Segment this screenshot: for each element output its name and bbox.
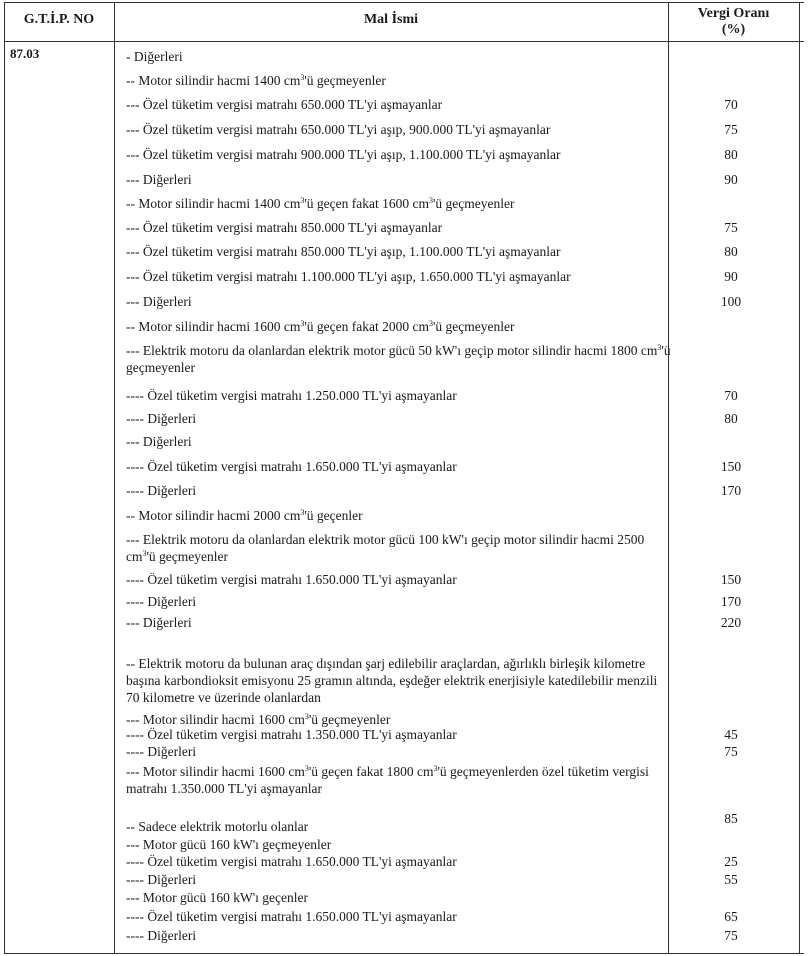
tariff-table bbox=[4, 0, 804, 956]
row-2-tax-rate: 70 bbox=[724, 97, 738, 112]
row-7-tax-rate: 75 bbox=[724, 220, 738, 235]
table-border-left bbox=[4, 2, 5, 954]
table-border-top bbox=[4, 2, 804, 3]
header-divider bbox=[4, 41, 804, 42]
column-divider-1 bbox=[114, 2, 115, 954]
row-29-description: --- Motor gücü 160 kW'ı geçmeyenler bbox=[126, 837, 332, 852]
row-14-tax-rate: 80 bbox=[724, 411, 738, 426]
row-33-description: ---- Özel tüketim vergisi matrahı 1.650.000 TL'yi aşmayanlar bbox=[126, 909, 457, 924]
row-28-description: -- Sadece elektrik motorlu olanlar bbox=[126, 819, 309, 834]
row-9-description: --- Özel tüketim vergisi matrahı 1.100.000 TL'yi aşıp, 1.650.000 TL'yi aşmayanlar bbox=[126, 269, 571, 284]
row-25-tax-rate: 45 bbox=[724, 727, 738, 742]
row-16-description: ---- Özel tüketim vergisi matrahı 1.650.000 TL'yi aşmayanlar bbox=[126, 459, 457, 474]
row-27-tax-rate: 85 bbox=[724, 811, 738, 826]
header-tax-rate bbox=[668, 6, 799, 38]
row-15-description: --- Diğerleri bbox=[126, 434, 192, 449]
row-5-description: --- Diğerleri bbox=[126, 172, 192, 187]
header-gtip: G.T.İ.P. NO bbox=[23, 12, 95, 27]
row-5-tax-rate: 90 bbox=[724, 172, 738, 187]
row-25-description: ---- Özel tüketim vergisi matrahı 1.350.000 TL'yi aşmayanlar bbox=[126, 727, 457, 742]
row-34-description: ---- Diğerleri bbox=[126, 928, 197, 943]
column-divider-2 bbox=[668, 2, 669, 954]
row-31-tax-rate: 55 bbox=[724, 872, 738, 887]
row-20-tax-rate: 150 bbox=[720, 572, 742, 587]
row-9-tax-rate: 90 bbox=[724, 269, 738, 284]
row-26-tax-rate: 75 bbox=[724, 744, 738, 759]
row-7-description: --- Özel tüketim vergisi matrahı 850.000 TL'yi aşmayanlar bbox=[126, 220, 443, 235]
row-16-tax-rate: 150 bbox=[720, 459, 742, 474]
row-6-description: -- Motor silindir hacmi 1400 $cm^3'ü$ geçen fakat 1600 $cm^3'ü$ geçmeyenler bbox=[126, 196, 515, 211]
row-3-description: --- Özel tüketim vergisi matrahı 650.000 TL'yi aşıp, 900.000 TL'yi aşmayanlar bbox=[126, 122, 551, 137]
table-border-bottom bbox=[4, 953, 804, 954]
row-27-description: --- Motor silindir hacmi 1600 $cm^3'ü$ geçen fakat 1800 $cm^3'ü$ geçmeyenlerden özel tüketim vergisi matrahı 1.350.000 TL'yi aşmayanlar bbox=[126, 764, 649, 796]
row-4-description: --- Özel tüketim vergisi matrahı 900.000 TL'yi aşıp, 1.100.000 TL'yi aşmayanlar bbox=[126, 147, 561, 162]
row-30-tax-rate: 25 bbox=[724, 854, 738, 869]
row-30-description: ---- Özel tüketim vergisi matrahı 1.650.000 TL'yi aşmayanlar bbox=[126, 854, 457, 869]
header-tax-rate-unit: (%) bbox=[721, 22, 746, 37]
row-2-description: --- Özel tüketim vergisi matrahı 650.000 TL'yi aşmayanlar bbox=[126, 97, 443, 112]
row-24-description: --- Motor silindir hacmi 1600 $cm^3'ü$ geçmeyenler bbox=[126, 712, 391, 727]
row-21-description: ---- Diğerleri bbox=[126, 594, 197, 609]
row-33-tax-rate: 65 bbox=[724, 909, 738, 924]
row-8-tax-rate: 80 bbox=[724, 244, 738, 259]
row-10-description: --- Diğerleri bbox=[126, 294, 192, 309]
row-22-tax-rate: 220 bbox=[720, 615, 742, 630]
row-34-tax-rate: 75 bbox=[724, 928, 738, 943]
row-21-tax-rate: 170 bbox=[720, 594, 742, 609]
header-tax-rate-label: Vergi Oranı bbox=[697, 6, 770, 21]
row-32-description: --- Motor gücü 160 kW'ı geçenler bbox=[126, 890, 308, 905]
row-19-description: --- Elektrik motoru da olanlardan elektrik motor gücü 100 kW'ı geçip motor silindir hacmi 2500 $cm^3'ü$ geçmeyenler bbox=[126, 532, 645, 564]
row-26-description: ---- Diğerleri bbox=[126, 744, 197, 759]
row-8-description: --- Özel tüketim vergisi matrahı 850.000 TL'yi aşıp, 1.100.000 TL'yi aşmayanlar bbox=[126, 244, 561, 259]
row-20-description: ---- Özel tüketim vergisi matrahı 1.650.000 TL'yi aşmayanlar bbox=[126, 572, 457, 587]
row-17-tax-rate: 170 bbox=[720, 483, 742, 498]
row-31-description: ---- Diğerleri bbox=[126, 872, 197, 887]
row-12-description: --- Elektrik motoru da olanlardan elektrik motor gücü 50 kW'ı geçip motor silindir hacmi 1800 $cm^3'ü$ geçmeyenler bbox=[126, 343, 671, 375]
gtip-code: 87.03 bbox=[10, 46, 40, 61]
table-border-right bbox=[799, 2, 800, 954]
row-11-description: -- Motor silindir hacmi 1600 $cm^3'ü$ geçen fakat 2000 $cm^3'ü$ geçmeyenler bbox=[126, 319, 515, 334]
row-1-description: -- Motor silindir hacmi 1400 $cm^3'ü$ geçmeyenler bbox=[126, 73, 386, 88]
row-3-tax-rate: 75 bbox=[724, 122, 738, 137]
row-23-description: -- Elektrik motoru da bulunan araç dışından şarj edilebilir araçlardan, ağırlıklı birleşik kilometre başına karbondioksit emisyonu 25 gramın altında, eşdeğer elektrik enerjisiyle katedilebilir menzili 70 kilometre ve üzerinde olanlardan bbox=[126, 656, 658, 705]
row-22-description: --- Diğerleri bbox=[126, 615, 192, 630]
row-10-tax-rate: 100 bbox=[720, 294, 742, 309]
row-4-tax-rate: 80 bbox=[724, 147, 738, 162]
row-13-tax-rate: 70 bbox=[724, 388, 738, 403]
row-13-description: ---- Özel tüketim vergisi matrahı 1.250.000 TL'yi aşmayanlar bbox=[126, 388, 457, 403]
row-14-description: ---- Diğerleri bbox=[126, 411, 197, 426]
header-goods-name: Mal İsmi bbox=[363, 12, 419, 27]
row-0-description: - Diğerleri bbox=[126, 49, 183, 64]
row-17-description: ---- Diğerleri bbox=[126, 483, 197, 498]
row-18-description: -- Motor silindir hacmi 2000 $cm^3'ü$ geçenler bbox=[126, 508, 363, 523]
